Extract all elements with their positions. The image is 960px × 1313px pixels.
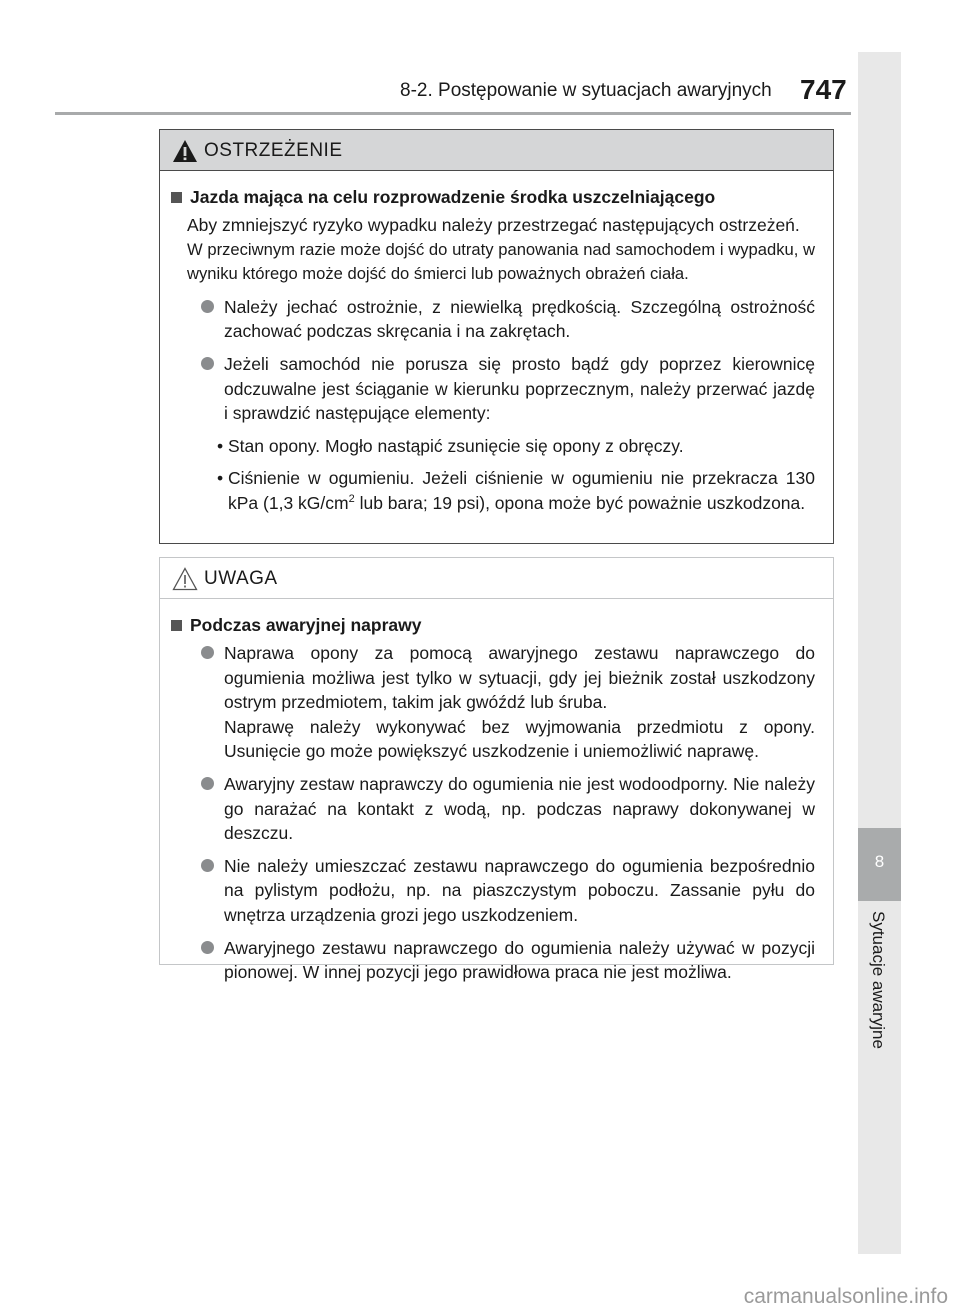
caution-triangle-icon xyxy=(172,567,198,591)
caution-box xyxy=(159,557,834,983)
running-header: 8-2. Postępowanie w sytuacjach awaryjnych xyxy=(400,80,772,101)
check-item xyxy=(170,434,815,459)
warning-consequence: W przeciwnym razie może dojść do utraty panowania nad samochodem i wypadku, w wyniku którego może dojść do śmierci lub poważnych obrażeń ciała. xyxy=(187,239,815,284)
list-item xyxy=(170,936,815,985)
header-divider xyxy=(55,112,851,115)
superscript: 2 xyxy=(348,493,355,506)
round-bullet-icon xyxy=(201,777,214,790)
chapter-number: 8 xyxy=(874,852,885,871)
caution-box-header xyxy=(160,558,833,599)
caution-bullet-1-cont: Naprawę należy wykonywać bez wyjmowania przedmiotu z opony. Usunięcie go może powiększyć uszkodzenie i uniemożliwić naprawę. xyxy=(224,716,815,762)
check-item-2-rest: lub bara; 19 psi), opona może być poważnie uszkodzona. xyxy=(354,492,806,513)
warning-section-title xyxy=(170,185,815,209)
small-dot-icon: • xyxy=(217,435,224,456)
warning-triangle-icon xyxy=(172,139,198,163)
list-item xyxy=(170,772,815,846)
check-item xyxy=(170,466,815,515)
watermark: carmanualsonline.info xyxy=(743,1285,948,1308)
caution-title-text: Podczas awaryjnej naprawy xyxy=(190,615,422,635)
check-item-2 xyxy=(228,466,815,515)
round-bullet-icon xyxy=(201,300,214,313)
round-bullet-icon xyxy=(201,357,214,370)
warning-box xyxy=(159,129,834,544)
side-tab-strip xyxy=(858,52,901,1254)
chapter-title: Sytuacje awaryjne xyxy=(869,911,888,1049)
check-item-2-text: Ciśnienie w ogumieniu. Jeżeli ciśnienie w ogumieniu nie przekracza 130 kPa (1,3 kG/cm xyxy=(228,468,815,513)
page-number: 747 xyxy=(800,74,847,105)
warning-intro: Aby zmniejszyć ryzyko wypadku należy przestrzegać następujących ostrzeżeń. xyxy=(187,215,800,235)
caution-bullet-1: Naprawa opony za pomocą awaryjnego zestawu naprawczego do ogumienia możliwa jest tylko w sytuacji, gdy jej bieżnik został uszkodzony ostrym przedmiotem, takim jak gwóźdź lub śruba. xyxy=(224,643,815,713)
round-bullet-icon xyxy=(201,859,214,872)
warning-bullet-1: Należy jechać ostrożnie, z niewielką prędkością. Szczególną ostrożność zachować podczas skręcania i na zakrętach. xyxy=(224,296,815,342)
square-bullet-icon xyxy=(171,192,182,203)
warning-bullet-2: Jeżeli samochód nie porusza się prosto bądź gdy poprzez kierownicę odczuwalne jest ściąganie w kierunku poprzecznym, należy przerwać jazdę i sprawdzić następujące elementy: xyxy=(224,353,815,424)
square-bullet-icon xyxy=(171,620,182,631)
list-item xyxy=(170,641,815,764)
list-item xyxy=(170,295,815,344)
caution-bullet-4: Awaryjnego zestawu naprawczego do ogumienia należy używać w pozycji pionowej. W innej pozycji jego prawidłowa praca nie jest możliwa. xyxy=(224,937,815,983)
warning-label: OSTRZEŻENIE xyxy=(204,140,343,161)
caution-bullet-2: Awaryjny zestaw naprawczy do ogumienia nie jest wodoodporny. Nie należy go narażać na kontakt z wodą, np. podczas naprawy dokonywanej w deszczu. xyxy=(224,773,815,844)
caution-section-title xyxy=(170,613,815,637)
list-item xyxy=(170,352,815,426)
round-bullet-icon xyxy=(201,646,214,659)
check-item-1: Stan opony. Mogło nastąpić zsunięcie się opony z obręczy. xyxy=(228,435,684,456)
warning-box-header xyxy=(160,130,833,171)
small-dot-icon: • xyxy=(217,468,224,489)
list-item xyxy=(170,854,815,928)
caution-bullet-3: Nie należy umieszczać zestawu naprawczego do ogumienia bezpośrednio na pylistym podłożu, np. na piaszczystym poboczu. Zassanie pyłu do wnętrza urządzenia grozi jego uszkodzeniem. xyxy=(224,855,815,925)
caution-label: UWAGA xyxy=(204,568,278,589)
warning-title-text: Jazda mająca na celu rozprowadzenie środka uszczelniającego xyxy=(190,187,716,207)
round-bullet-icon xyxy=(201,941,214,954)
